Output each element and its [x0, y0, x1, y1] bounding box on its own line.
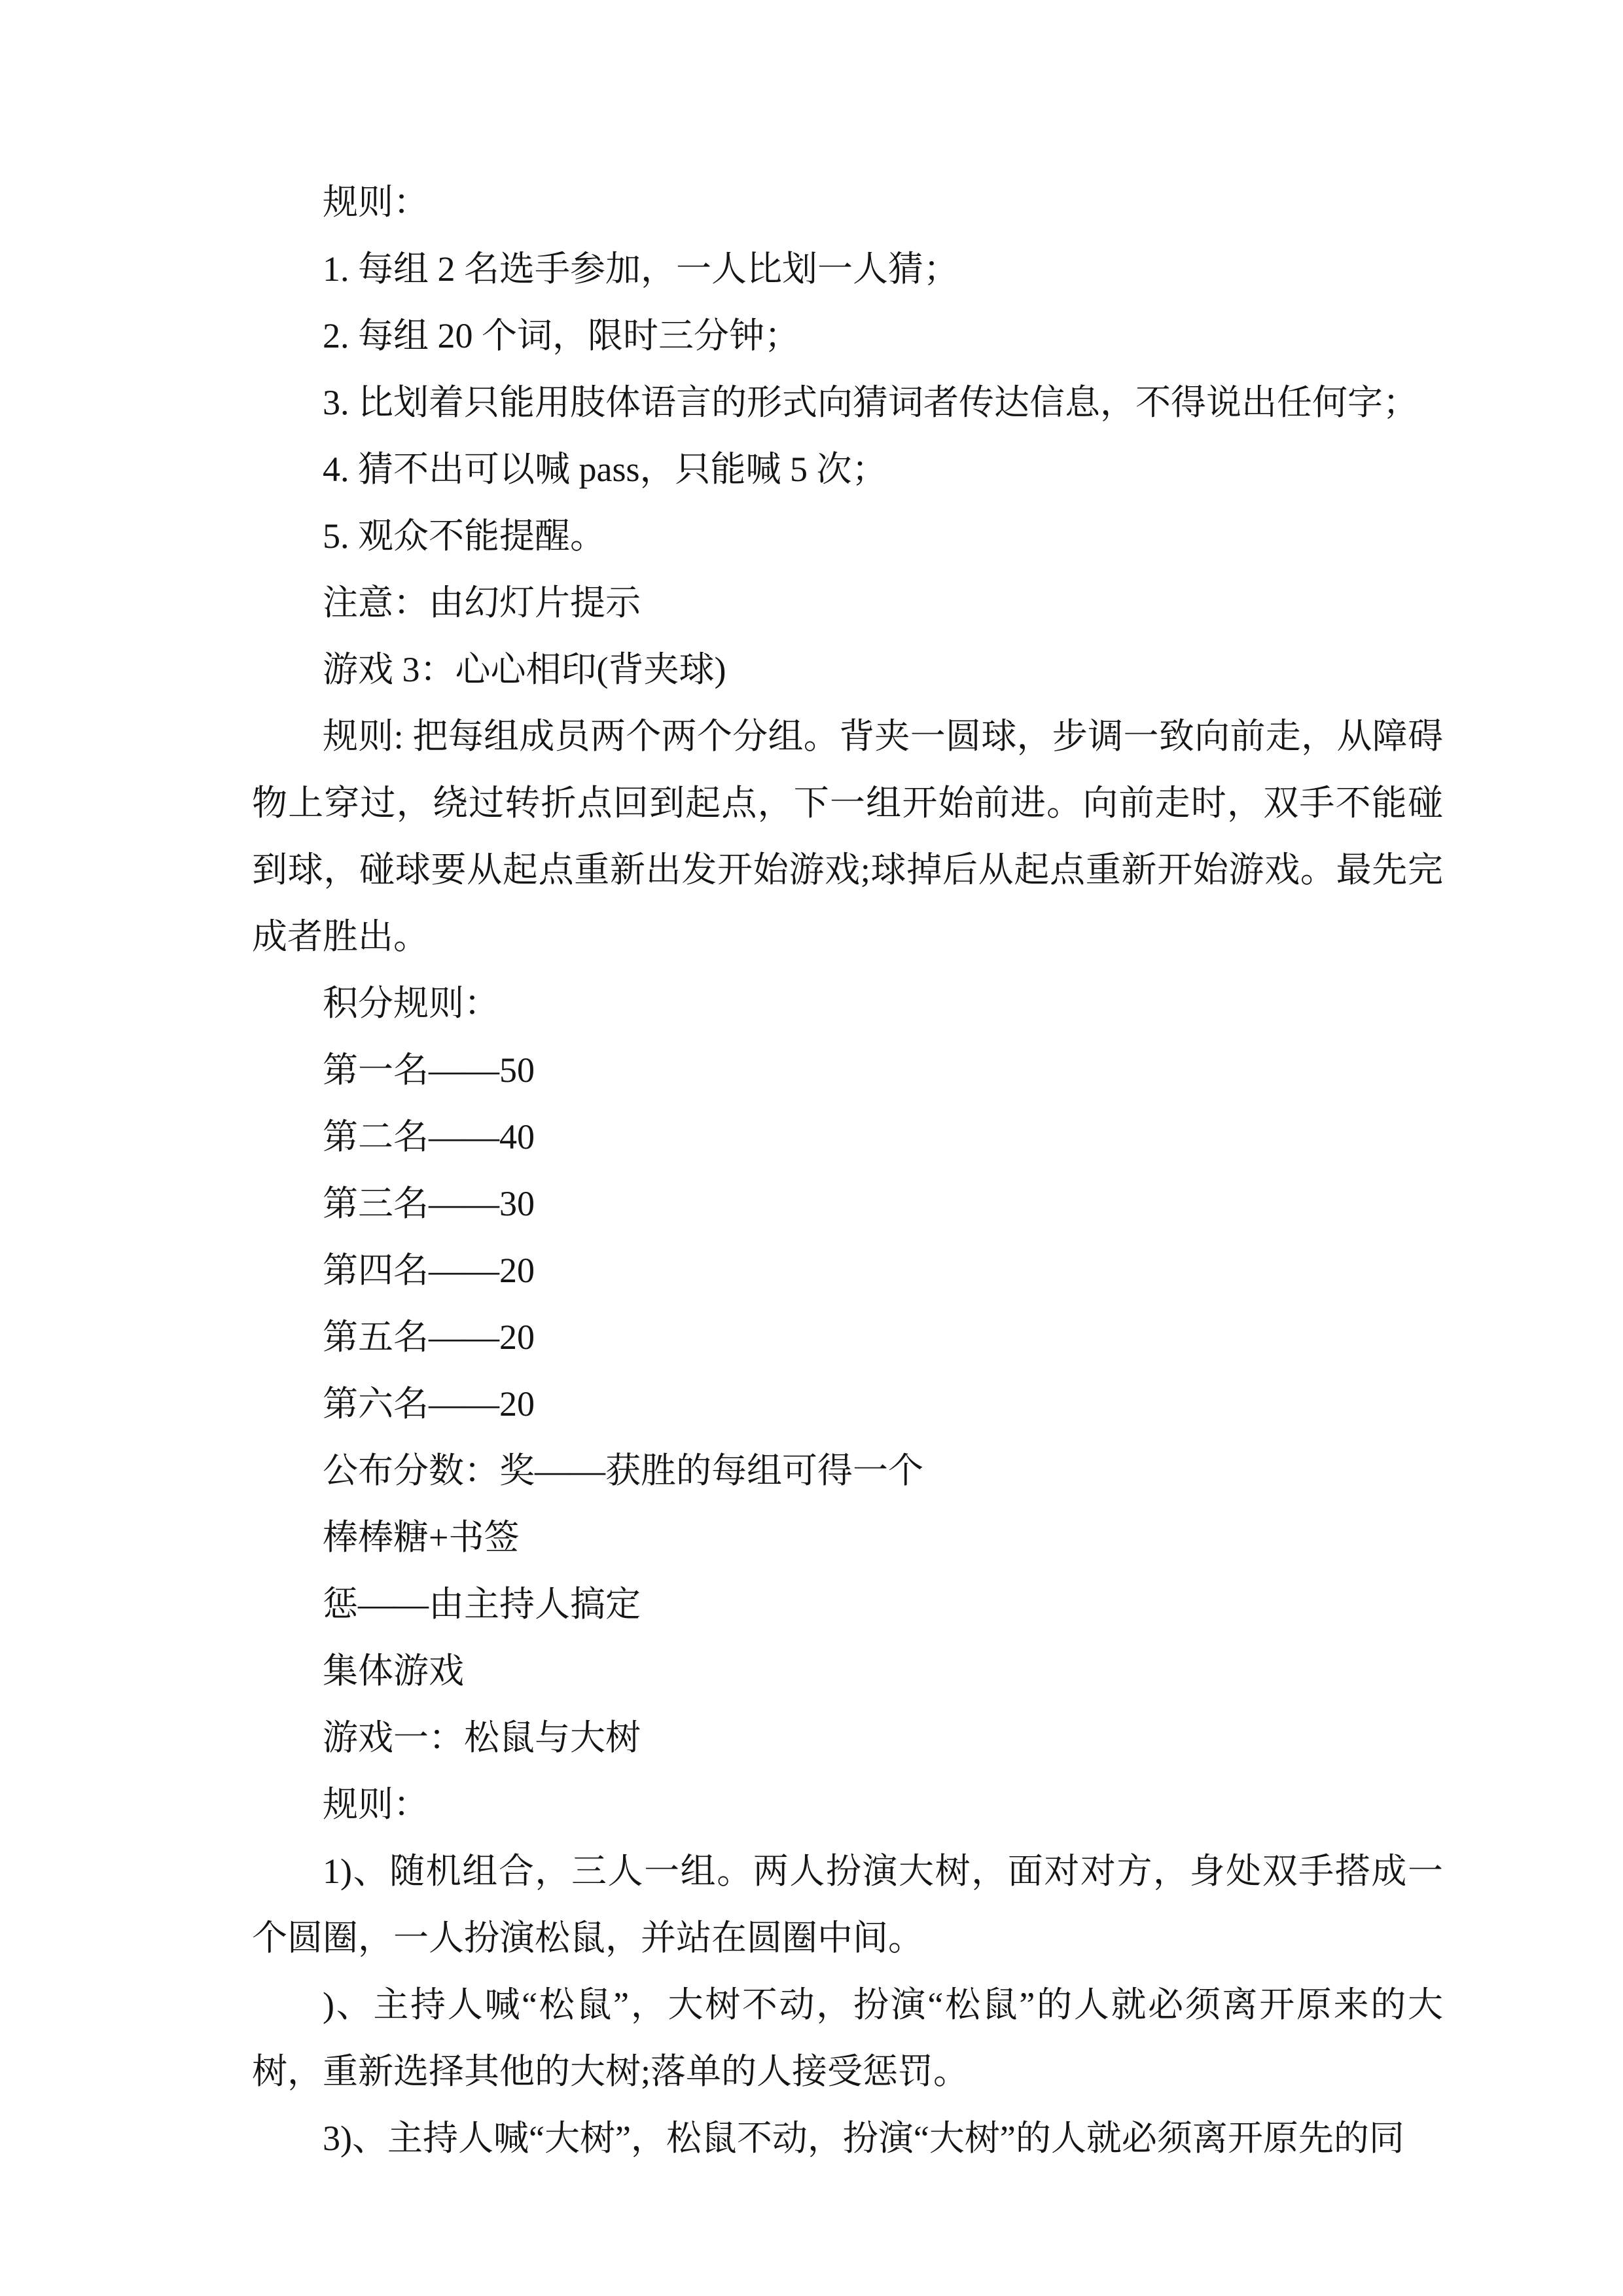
paragraph: 公布分数：奖——获胜的每组可得一个 [323, 1451, 923, 1490]
paragraph: 4. 猜不出可以喊 pass，只能喊 5 次； [323, 450, 887, 489]
paragraph: 注意：由幻灯片提示 [323, 583, 641, 622]
paragraph: 规则: 把每组成员两个两个分组。背夹一圆球，步调一致向前走，从障碍物上穿过，绕过转折点回到起点，下一组开始前进。向前走时，双手不能碰到球，碰球要从起点重新出发开始游戏;球掉后从起点重新开始游戏。最先完成者胜出。 [252, 717, 1444, 956]
paragraph: 第六名——20 [323, 1384, 535, 1424]
paragraph: )、主持人喊“松鼠”，大树不动，扮演“松鼠”的人就必须离开原来的大树，重新选择其他的大树;落单的人接受惩罚。 [252, 1985, 1443, 2091]
paragraph: 规则： [323, 183, 429, 222]
paragraph: 惩——由主持人搞定 [323, 1585, 641, 1624]
paragraph: 棒棒糖+书签 [323, 1518, 520, 1557]
paragraph: 游戏 3：心心相印(背夹球) [323, 650, 726, 689]
paragraph: 集体游戏 [323, 1651, 464, 1691]
paragraph: 第一名——50 [323, 1050, 535, 1090]
paragraph: 1)、随机组合，三人一组。两人扮演大树，面对对方，身处双手搭成一个圆圈，一人扮演松鼠，并站在圆圈中间。 [252, 1852, 1443, 1958]
paragraph: 3)、主持人喊“大树”，松鼠不动，扮演“大树”的人就必须离开原先的同 [323, 2119, 1404, 2158]
paragraph: 5. 观众不能提醒。 [323, 516, 605, 556]
paragraph: 规则： [323, 1785, 429, 1824]
paragraph: 第三名——30 [323, 1184, 535, 1223]
paragraph: 积分规则： [323, 984, 499, 1023]
paragraph: 2. 每组 20 个词，限时三分钟； [323, 316, 800, 355]
paragraph: 第二名——40 [323, 1117, 535, 1157]
paragraph: 第五名——20 [323, 1318, 535, 1357]
paragraph: 游戏一：松鼠与大树 [323, 1718, 641, 1757]
document-body [252, 169, 1443, 2172]
paragraph: 3. 比划着只能用肢体语言的形式向猜词者传达信息，不得说出任何字； [323, 383, 1418, 422]
paragraph: 第四名——20 [323, 1251, 535, 1290]
paragraph: 1. 每组 2 名选手参加，一人比划一人猜； [323, 249, 959, 289]
